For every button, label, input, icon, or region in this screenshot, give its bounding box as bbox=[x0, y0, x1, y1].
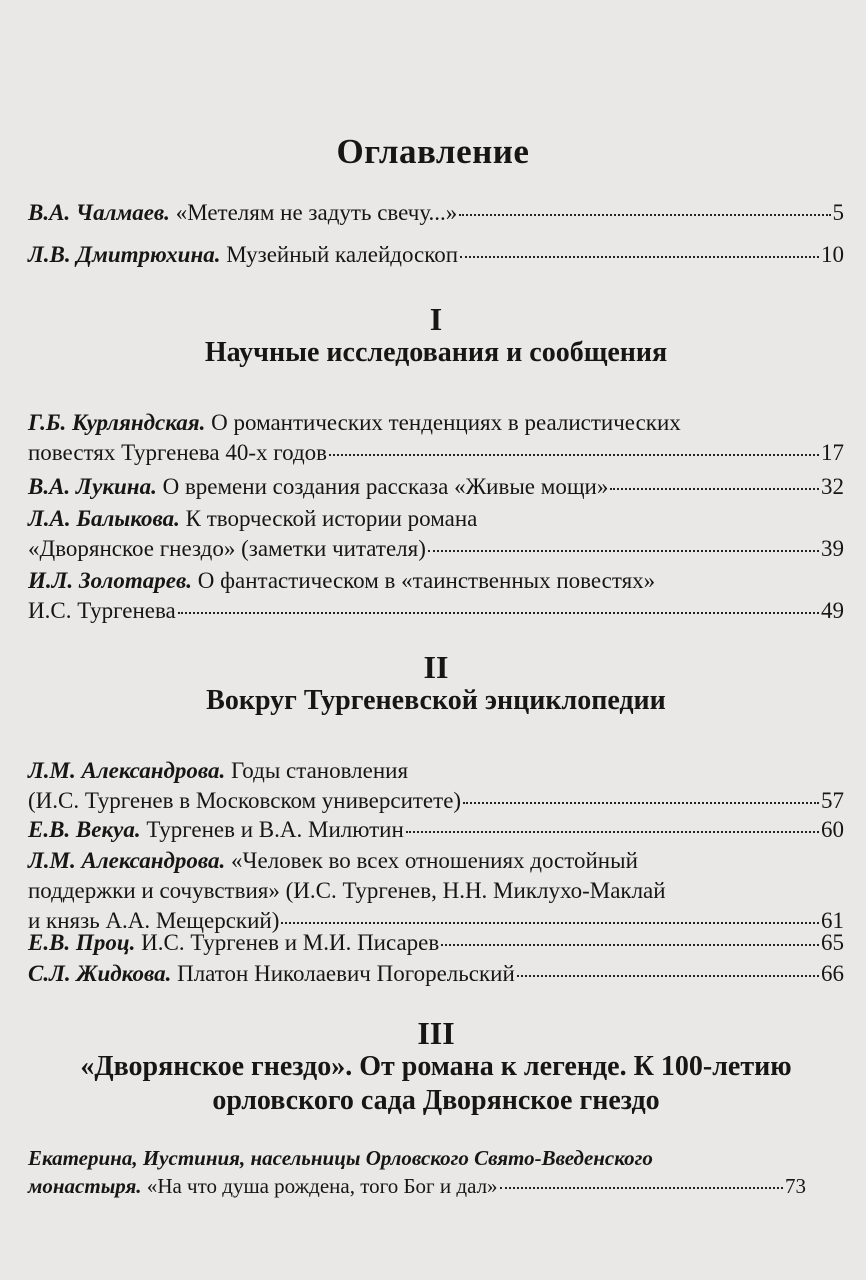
entry-page: 49 bbox=[821, 598, 844, 623]
entry-title: «Метелям не задуть свечу...» bbox=[175, 200, 458, 225]
toc-entry bbox=[28, 408, 844, 468]
entry-title: Годы становления bbox=[231, 758, 409, 783]
entry-author: Е.В. Проц. bbox=[28, 930, 136, 955]
entry-author: Л.А. Балыкова. bbox=[28, 506, 180, 531]
entry-author: Г.Б. Курляндская. bbox=[28, 410, 206, 435]
entry-title: Платон Николаевич Погорельский bbox=[177, 961, 515, 986]
toc-entry bbox=[28, 928, 844, 958]
section-1-heading bbox=[28, 302, 844, 370]
entry-page: 10 bbox=[821, 242, 844, 267]
entry-title: «Человек во всех отношениях достойный bbox=[231, 848, 638, 873]
page-title: Оглавление bbox=[336, 132, 530, 171]
entry-author: Л.В. Дмитрюхина. bbox=[28, 242, 221, 267]
section-3-heading bbox=[28, 1016, 844, 1118]
entry-author: Л.М. Александрова. bbox=[28, 758, 226, 783]
entry-title: Тургенев и В.А. Милютин bbox=[146, 817, 404, 842]
toc-entry bbox=[28, 815, 844, 845]
entry-title-cont: и князь А.А. Мещерский) bbox=[28, 908, 280, 933]
section-number: I bbox=[429, 301, 443, 337]
section-title-cont: орловского сада Дворянское гнездо bbox=[212, 1085, 660, 1116]
entry-author: С.Л. Жидкова. bbox=[28, 961, 172, 986]
entry-title-cont: поддержки и сочувствия» (И.С. Тургенев, Н.Н. Миклухо-Маклай bbox=[28, 878, 666, 903]
section-number: III bbox=[417, 1015, 455, 1051]
toc-entry bbox=[28, 959, 844, 989]
toc-entry bbox=[28, 1144, 806, 1200]
section-2-heading bbox=[28, 650, 844, 718]
toc-entry bbox=[28, 472, 844, 502]
toc-entry-intro-1 bbox=[28, 198, 844, 228]
section-title: Научные исследования и сообщения bbox=[204, 337, 668, 368]
entry-page: 5 bbox=[832, 200, 844, 225]
entry-title: О фантастическом в «таинственных повестях» bbox=[197, 568, 656, 593]
entry-title: «На что душа рождена, того Бог и дал» bbox=[146, 1174, 498, 1198]
entry-page: 17 bbox=[821, 440, 844, 465]
entry-author: Е.В. Векуа. bbox=[28, 817, 141, 842]
entry-author: Екатерина, Иустиния, насельницы Орловского Свято-Введенского bbox=[28, 1146, 653, 1170]
entry-title: Музейный калейдоскоп bbox=[226, 242, 459, 267]
entry-title-cont: (И.С. Тургенев в Московском университете) bbox=[28, 788, 462, 813]
entry-page: 39 bbox=[821, 536, 844, 561]
entry-page: 73 bbox=[785, 1174, 806, 1198]
toc-entry bbox=[28, 756, 844, 816]
entry-title: О времени создания рассказа «Живые мощи» bbox=[162, 474, 609, 499]
entry-title-cont: «Дворянское гнездо» (заметки читателя) bbox=[28, 536, 426, 561]
entry-author-cont: монастыря. bbox=[28, 1174, 142, 1198]
entry-title-cont: повестях Тургенева 40-х годов bbox=[28, 440, 328, 465]
toc-entry bbox=[28, 566, 844, 626]
entry-page: 57 bbox=[821, 788, 844, 813]
section-title: Вокруг Тургеневской энциклопедии bbox=[206, 685, 666, 716]
entry-page: 66 bbox=[821, 961, 844, 986]
entry-title-cont: И.С. Тургенева bbox=[28, 598, 176, 623]
toc-entry-intro-2 bbox=[28, 240, 844, 270]
entry-page: 61 bbox=[821, 908, 844, 933]
entry-page: 32 bbox=[821, 474, 844, 499]
entry-page: 60 bbox=[821, 817, 844, 842]
toc-entry bbox=[28, 504, 844, 564]
entry-author: В.А. Чалмаев. bbox=[28, 200, 170, 225]
entry-page: 65 bbox=[821, 930, 844, 955]
entry-author: Л.М. Александрова. bbox=[28, 848, 226, 873]
entry-title: О романтических тенденциях в реалистических bbox=[211, 410, 681, 435]
entry-title: К творческой истории романа bbox=[185, 506, 478, 531]
section-number: II bbox=[423, 649, 449, 685]
entry-author: И.Л. Золотарев. bbox=[28, 568, 192, 593]
toc-entry bbox=[28, 846, 844, 936]
entry-title: И.С. Тургенев и М.И. Писарев bbox=[141, 930, 440, 955]
entry-author: В.А. Лукина. bbox=[28, 474, 157, 499]
section-title: «Дворянское гнездо». От романа к легенде. К 100-летию bbox=[80, 1051, 792, 1082]
